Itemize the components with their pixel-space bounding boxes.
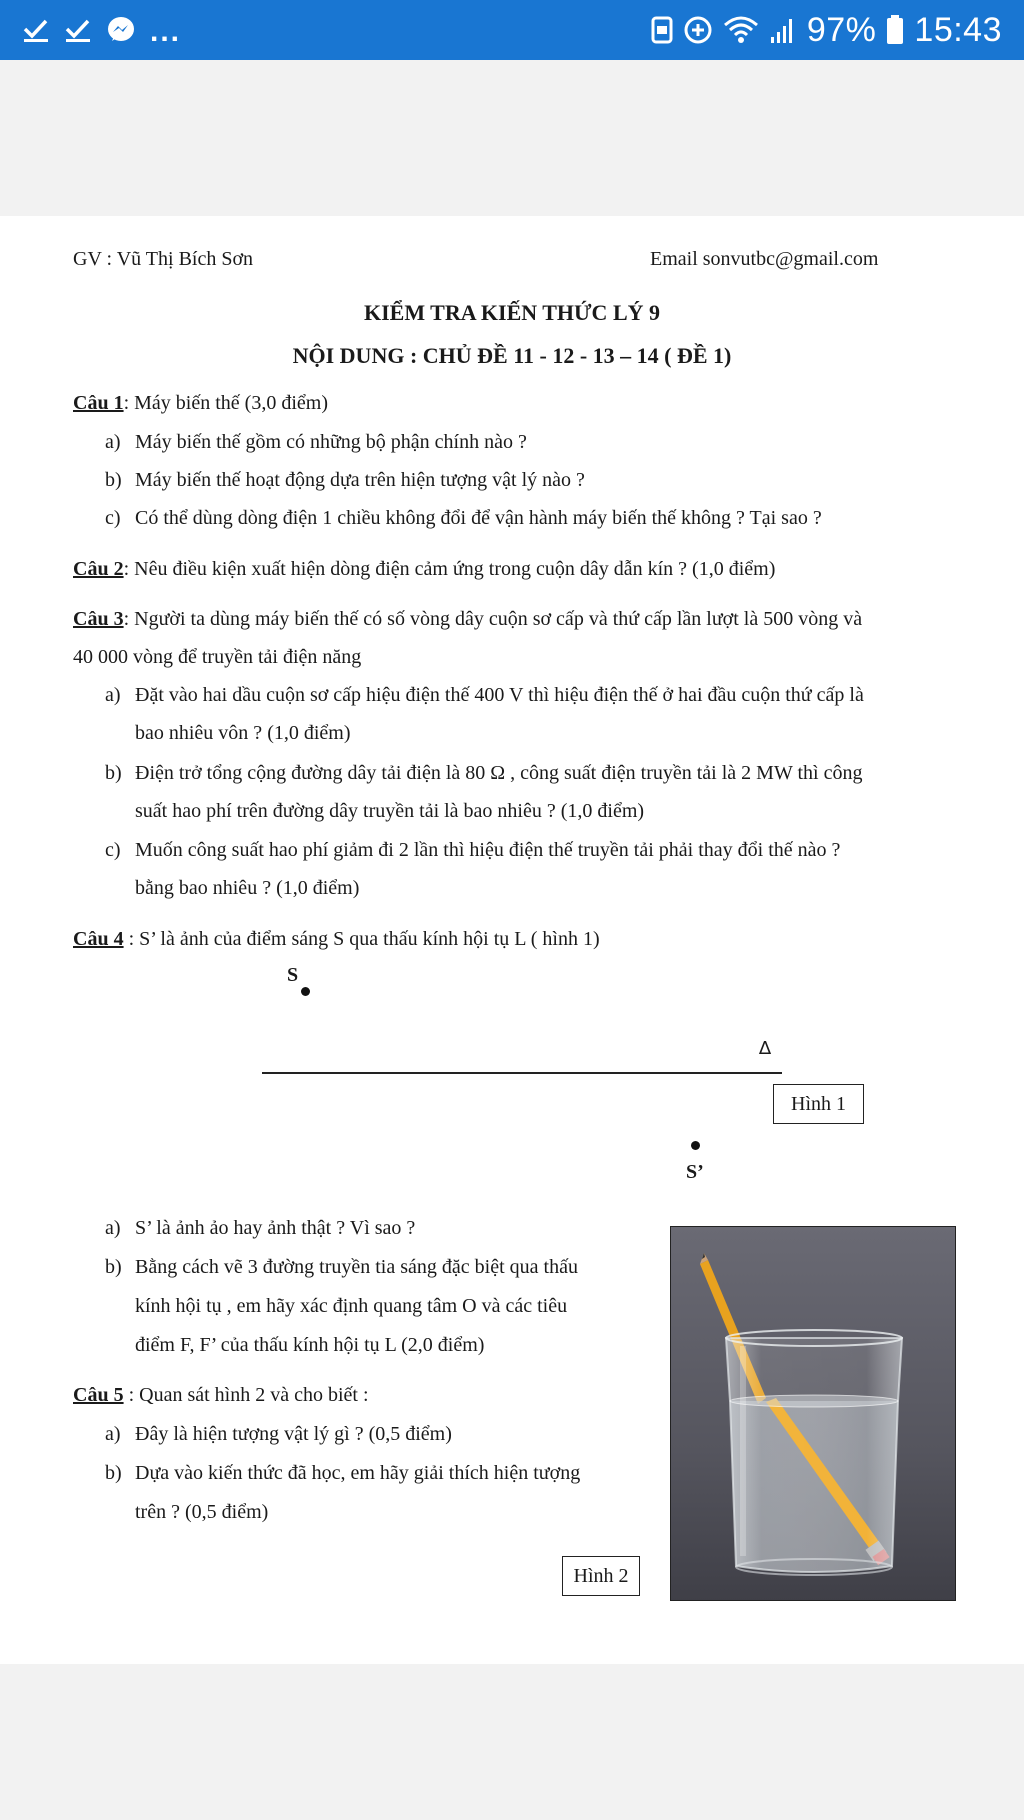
signal-icon xyxy=(769,15,797,45)
item-text: Dựa vào kiến thức đã học, em hãy giải thích hiện tượng xyxy=(135,1462,581,1484)
question-5-item xyxy=(105,1462,580,1485)
point-s-prime xyxy=(691,1141,700,1150)
question-1-item xyxy=(105,507,822,530)
item-letter: b) xyxy=(105,1256,122,1278)
question-5-item xyxy=(105,1423,452,1446)
item-letter: a) xyxy=(105,684,121,706)
clock: 15:43 xyxy=(914,10,1002,49)
download-done-icon xyxy=(22,16,50,44)
question-3-text: : Người ta dùng máy biến thế có số vòng dây cuộn sơ cấp và thứ cấp lần lượt là 500 vòng và xyxy=(123,608,863,630)
question-5-item-cont: trên ? (0,5 điểm) xyxy=(135,1501,269,1523)
question-5 xyxy=(73,1384,369,1407)
item-text: Điện trở tổng cộng đường dây tải điện là 80 Ω , công suất điện truyền tải là 2 MW thì công xyxy=(135,762,863,784)
question-2-label: Câu 2 xyxy=(73,558,124,580)
status-bar-left xyxy=(22,0,181,60)
more-notifications: ... xyxy=(150,15,182,48)
question-5-label: Câu 5 xyxy=(73,1384,124,1406)
point-s xyxy=(301,987,310,996)
document-page xyxy=(0,216,1024,1664)
item-letter: b) xyxy=(105,1462,122,1484)
question-3-item-cont: bao nhiêu vôn ? (1,0 điểm) xyxy=(135,722,351,744)
item-letter: a) xyxy=(105,1423,121,1445)
question-2-text: : Nêu điều kiện xuất hiện dòng điện cảm ứng trong cuộn dây dẫn kín ? (1,0 điểm) xyxy=(123,558,776,580)
messenger-icon xyxy=(106,15,136,45)
question-4-item xyxy=(105,1256,578,1279)
point-s-prime-label: S’ xyxy=(686,1161,704,1183)
teacher-email: Email sonvutbc@gmail.com xyxy=(650,248,879,270)
figure-2-photo xyxy=(670,1226,956,1601)
item-text: Có thể dùng dòng điện 1 chiều không đổi để vận hành máy biến thế không ? Tại sao ? xyxy=(135,507,822,529)
item-text: S’ là ảnh ảo hay ảnh thật ? Vì sao ? xyxy=(135,1217,416,1239)
question-3-item-cont: bằng bao nhiêu ? (1,0 điểm) xyxy=(135,877,360,899)
question-3-item xyxy=(105,839,840,862)
question-1-text: : Máy biến thế (3,0 điểm) xyxy=(123,392,328,414)
question-3-text-cont: 40 000 vòng để truyền tải điện năng xyxy=(73,646,362,668)
question-4-item xyxy=(105,1217,415,1240)
question-1-label: Câu 1 xyxy=(73,392,124,414)
question-4-item-cont: kính hội tụ , em hãy xác định quang tâm O và các tiêu xyxy=(135,1295,568,1317)
item-letter: b) xyxy=(105,469,122,491)
question-5-text: : Quan sát hình 2 và cho biết : xyxy=(123,1384,369,1406)
item-text: Đây là hiện tượng vật lý gì ? (0,5 điểm) xyxy=(135,1423,452,1445)
download-done-icon xyxy=(64,16,92,44)
question-3 xyxy=(73,608,862,631)
question-3-item xyxy=(105,684,864,707)
question-3-item xyxy=(105,762,862,785)
exam-title: KIỂM TRA KIẾN THỨC LÝ 9 xyxy=(363,300,661,325)
item-text: Máy biến thế gồm có những bộ phận chính nào ? xyxy=(135,431,527,453)
item-text: Muốn công suất hao phí giảm đi 2 lần thì hiệu điện thế truyền tải phải thay đổi thế nào ? xyxy=(135,839,841,861)
battery-percent: 97% xyxy=(806,10,877,49)
question-4 xyxy=(73,928,600,951)
exam-subtitle: NỘI DUNG : CHỦ ĐỀ 11 - 12 - 13 – 14 ( ĐỀ 1) xyxy=(292,343,732,368)
item-letter: a) xyxy=(105,1217,121,1239)
screenshot-icon xyxy=(651,16,673,44)
question-1-item xyxy=(105,431,527,454)
data-saver-icon xyxy=(683,15,713,45)
item-letter: a) xyxy=(105,431,121,453)
teacher-name: GV : Vũ Thị Bích Sơn xyxy=(73,248,254,270)
item-text: Máy biến thế hoạt động dựa trên hiện tượng vật lý nào ? xyxy=(135,469,585,491)
question-2 xyxy=(73,558,775,581)
item-letter: c) xyxy=(105,507,121,529)
wifi-icon xyxy=(723,15,759,45)
question-4-item-cont: điểm F, F’ của thấu kính hội tụ L (2,0 điểm) xyxy=(135,1334,485,1356)
question-4-text: : S’ là ảnh của điểm sáng S qua thấu kính hội tụ L ( hình 1) xyxy=(123,928,600,950)
question-1-item xyxy=(105,469,585,492)
figure-1-caption: Hình 1 xyxy=(773,1084,864,1124)
question-3-label: Câu 3 xyxy=(73,608,124,630)
item-letter: b) xyxy=(105,762,122,784)
item-text: Bằng cách vẽ 3 đường truyền tia sáng đặc biệt qua thấu xyxy=(135,1256,578,1278)
question-4-label: Câu 4 xyxy=(73,928,124,950)
figure-2-caption: Hình 2 xyxy=(562,1556,640,1596)
item-letter: c) xyxy=(105,839,121,861)
question-3-item-cont: suất hao phí trên đường dây truyền tải là bao nhiêu ? (1,0 điểm) xyxy=(135,800,645,822)
question-1 xyxy=(73,392,328,415)
principal-axis xyxy=(262,1072,782,1074)
status-bar-right xyxy=(651,0,1002,60)
battery-icon xyxy=(886,15,904,45)
point-s-label: S xyxy=(287,964,299,986)
item-text: Đặt vào hai dầu cuộn sơ cấp hiệu điện thế 400 V thì hiệu điện thế ở hai đầu cuộn thứ cấp là xyxy=(135,684,864,706)
axis-symbol: ∆ xyxy=(759,1038,772,1059)
status-bar xyxy=(0,0,1024,60)
